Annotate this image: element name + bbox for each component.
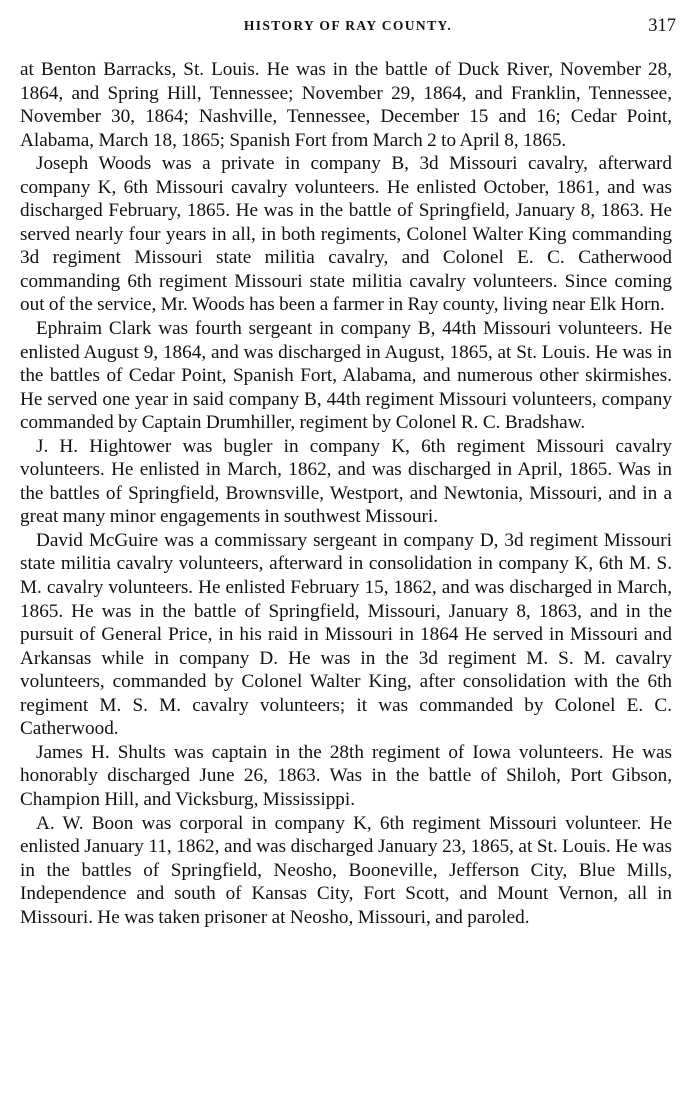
paragraph-joseph-woods: Joseph Woods was a private in company B, 3d Missouri cavalry, afterward company K, 6th Missouri cavalry volunteers. He enlisted October, 1861, and was discharged February, 1865. He was in the battle of Springfield, January 8, 1863. He served nearly four years in all, in both regiments, Colonel Walter King commanding 3d regiment Missouri state militia cavalry, and Colonel E. C. Catherwood commanding 6th regiment Missouri state militia cavalry volunteers. Since coming out of the service, Mr. Woods has been a farmer in Ray county, living near Elk Horn. (20, 153, 672, 316)
page-number: 317 (648, 16, 676, 36)
running-title: HISTORY OF RAY COUNTY. (243, 18, 453, 33)
paragraph-j-h-hightower: J. H. Hightower was bugler in company K, 6th regiment Missouri cavalry volunteers. He enlisted in March, 1862, and was discharged in April, 1865. Was in the battles of Springfield, Brownsville, Westport, and Newtonia, Missouri, and in a great many minor engagements in southwest Missouri. (20, 435, 672, 528)
paragraph-david-mcguire: David McGuire was a commissary sergeant in company D, 3d regiment Missouri state militia cavalry volunteers, afterward in consolidation in company K, 6th M. S. M. cavalry volunteers. He enlisted February 15, 1862, and was discharged in March, 1865. He was in the battle of Springfield, Missouri, January 8, 1863, and in the pursuit of General Price, in his raid in Missouri in 1864 He served in Missouri and Arkansas while in company D. He was in the 3d regiment M. S. M. cavalry volunteers, commanded by Colonel Walter King, after consolidation with the 6th regiment M. S. M. cavalry volunteers; it was commanded by Colonel E. C. Catherwood. (20, 529, 672, 740)
running-head (20, 18, 676, 40)
body-text (20, 58, 672, 929)
paragraph-ephraim-clark: Ephraim Clark was fourth sergeant in company B, 44th Missouri volunteers. He enlisted August 9, 1864, and was discharged in August, 1865, at St. Louis. He was in the battles of Cedar Point, Spanish Fort, Alabama, and numerous other skirmishes. He served one year in said company B, 44th regiment Missouri volunteers, company commanded by Captain Drumhiller, regiment by Colonel R. C. Bradshaw. (20, 318, 672, 434)
paragraph-continuation: at Benton Barracks, St. Louis. He was in the battle of Duck River, November 28, 1864, and Spring Hill, Tennessee; November 29, 1864, and Franklin, Tennessee, November 30, 1864; Nashville, Tennessee, December 15 and 16; Cedar Point, Alabama, March 18, 1865; Spanish Fort from March 2 to April 8, 1865. (20, 59, 672, 151)
paragraph-james-h-shults: James H. Shults was captain in the 28th regiment of Iowa volunteers. He was honorably discharged June 26, 1863. Was in the battle of Shiloh, Port Gibson, Champion Hill, and Vicksburg, Mississippi. (20, 741, 672, 810)
paragraph-a-w-boon: A. W. Boon was corporal in company K, 6th regiment Missouri volunteer. He enlisted January 11, 1862, and was discharged January 23, 1865, at St. Louis. He was in the battles of Springfield, Neosho, Booneville, Jefferson City, Blue Mills, Independence and south of Kansas City, Fort Scott, and Mount Vernon, all in Missouri. He was taken prisoner at Neosho, Missouri, and paroled. (20, 812, 672, 928)
